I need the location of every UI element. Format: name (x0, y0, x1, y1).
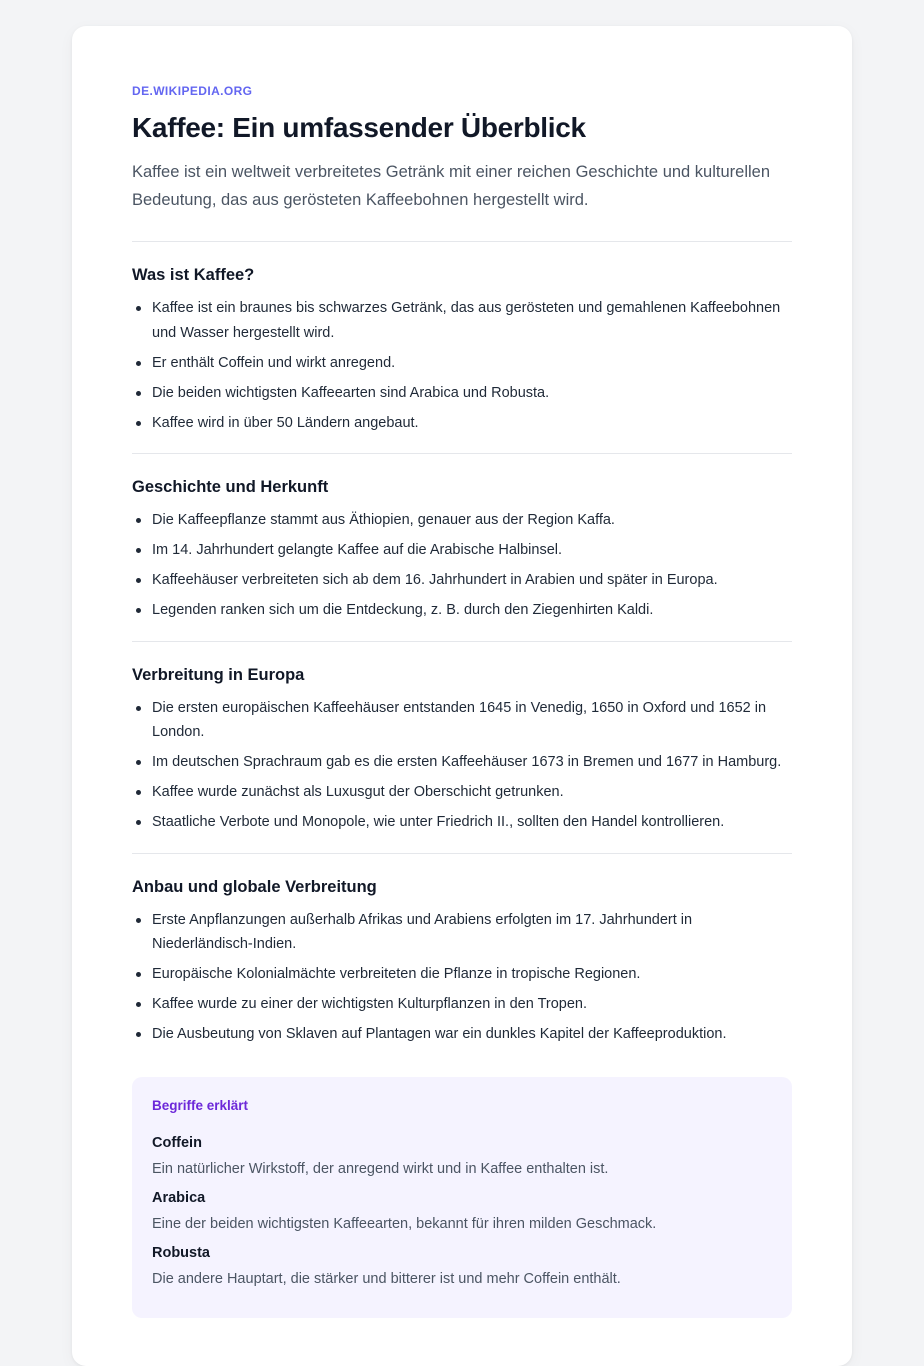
page-title: Kaffee: Ein umfassender Überblick (132, 112, 586, 143)
term-definition: Ein natürlicher Wirkstoff, der anregend wirkt und in Kaffee enthalten ist. (152, 1160, 609, 1177)
section-geschichte (132, 454, 792, 623)
glossary-box (132, 1077, 792, 1318)
bullet-list (132, 908, 792, 1047)
bullet-list (132, 296, 792, 435)
list-item: Die ersten europäischen Kaffeehäuser entstanden 1645 in Venedig, 1650 in Oxford und 1652 in London. (152, 696, 792, 745)
glossary-term (152, 1133, 772, 1180)
term-name: Robusta (152, 1244, 210, 1261)
section-verbreitung-europa (132, 642, 792, 835)
list-item: Die Ausbeutung von Sklaven auf Plantagen war ein dunkles Kapitel der Kaffeeproduktion. (152, 1022, 792, 1047)
list-item: Legenden ranken sich um die Entdeckung, z. B. durch den Ziegenhirten Kaldi. (152, 598, 792, 623)
list-item: Im 14. Jahrhundert gelangte Kaffee auf die Arabische Halbinsel. (152, 538, 792, 563)
term-name: Coffein (152, 1134, 202, 1151)
bullet-list (132, 508, 792, 623)
list-item: Kaffee ist ein braunes bis schwarzes Getränk, das aus gerösteten und gemahlenen Kaffeebohnen und Wasser hergestellt wird. (152, 296, 792, 345)
section-heading: Verbreitung in Europa (132, 665, 305, 684)
article-card (72, 26, 852, 1366)
glossary-list (152, 1133, 772, 1290)
section-was-ist-kaffee (132, 242, 792, 435)
term-definition: Eine der beiden wichtigsten Kaffeearten, bekannt für ihren milden Geschmack. (152, 1215, 657, 1232)
glossary-term (152, 1243, 772, 1290)
list-item: Europäische Kolonialmächte verbreiteten die Pflanze in tropische Regionen. (152, 962, 792, 987)
bullet-list (132, 696, 792, 835)
section-anbau (132, 854, 792, 1047)
list-item: Kaffee wird in über 50 Ländern angebaut. (152, 411, 792, 436)
glossary-heading: Begriffe erklärt (152, 1097, 249, 1113)
glossary-term (152, 1188, 772, 1235)
list-item: Die Kaffeepflanze stammt aus Äthiopien, genauer aus der Region Kaffa. (152, 508, 792, 533)
list-item: Kaffeehäuser verbreiteten sich ab dem 16. Jahrhundert in Arabien und später in Europa. (152, 568, 792, 593)
list-item: Er enthält Coffein und wirkt anregend. (152, 351, 792, 376)
section-heading: Was ist Kaffee? (132, 266, 255, 284)
list-item: Die beiden wichtigsten Kaffeearten sind Arabica und Robusta. (152, 381, 792, 406)
lead-paragraph: Kaffee ist ein weltweit verbreitetes Getränk mit einer reichen Geschichte und kulturellen Bedeutung, das aus gerösteten Kaffeebohnen hergestellt wird. (132, 163, 771, 209)
term-name: Arabica (152, 1189, 206, 1206)
list-item: Im deutschen Sprachraum gab es die ersten Kaffeehäuser 1673 in Bremen und 1677 in Hamburg. (152, 750, 792, 775)
list-item: Staatliche Verbote und Monopole, wie unter Friedrich II., sollten den Handel kontrollieren. (152, 810, 792, 835)
section-heading: Anbau und globale Verbreitung (132, 877, 377, 896)
list-item: Kaffee wurde zunächst als Luxusgut der Oberschicht getrunken. (152, 780, 792, 805)
list-item: Erste Anpflanzungen außerhalb Afrikas und Arabiens erfolgten im 17. Jahrhundert in Niederländisch-Indien. (152, 908, 792, 957)
source-label[interactable]: DE.WIKIPEDIA.ORG (132, 84, 253, 98)
term-definition: Die andere Hauptart, die stärker und bitterer ist und mehr Coffein enthält. (152, 1270, 621, 1287)
list-item: Kaffee wurde zu einer der wichtigsten Kulturpflanzen in den Tropen. (152, 992, 792, 1017)
section-heading: Geschichte und Herkunft (132, 478, 329, 496)
